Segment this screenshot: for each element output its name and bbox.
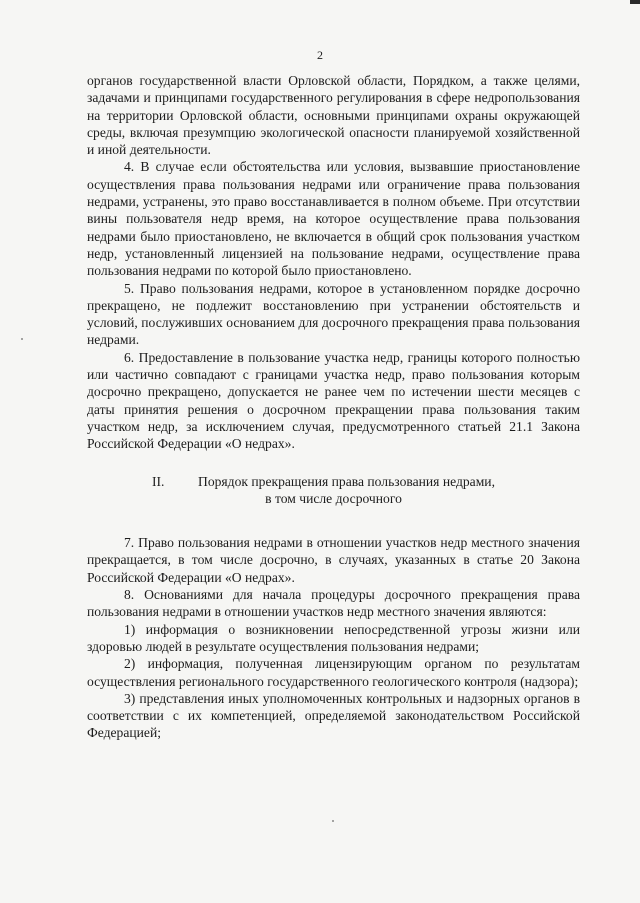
paragraph-continuation: органов государственной власти Орловской области, Порядком, а также целями, задачами и принципами государственного регулирования в сфере недропользования на территории Орловской области, основными принципами охраны окружающей среды, включая презумпцию экологической опасности планируемой хозяйственной и иной деятельности.	[87, 73, 580, 158]
paragraph-4: 4. В случае если обстоятельства или условия, вызвавшие приостановление осуществления права пользования недрами или ограничение права пользования недрами, устранены, это право восстанавливается в полном объеме. При отсутствии вины пользователя недр время, на которое осуществление права пользования недрами было приостановлено, не включается в общий срок пользования участком недр, установленный лицензией на пользование недрами, осуществление права пользования недрами по которой было приостановлено.	[87, 159, 580, 279]
paragraphs-before-section	[87, 72, 580, 453]
page-number: 2	[317, 48, 323, 62]
document-body	[87, 72, 580, 742]
scan-corner-mark	[630, 0, 640, 4]
paragraph-7: 7. Право пользования недрами в отношении участков недр местного значения прекращается, в том числе досрочно, в случаях, указанных в статье 20 Закона Российской Федерации «О недрах».	[87, 535, 580, 585]
scan-speck	[332, 820, 334, 822]
section-title-line1: Порядок прекращения права пользования недрами,	[198, 473, 495, 489]
paragraph-8-1: 1) информация о возникновении непосредственной угрозы жизни или здоровью людей в результате осуществления пользования недрами;	[87, 621, 580, 654]
scan-speck	[21, 338, 23, 340]
paragraph-8-3: 3) представления иных уполномоченных контрольных и надзорных органов в соответствии с их компетенцией, определяемой законодательством Российской Федерацией;	[87, 690, 580, 741]
section-number: II.	[152, 473, 165, 489]
paragraph-5: 5. Право пользования недрами, которое в установленном порядке досрочно прекращено, не подлежит восстановлению при устранении обстоятельств и условий, послуживших основанием для досрочного прекращения права пользования недрами.	[87, 280, 580, 348]
section-heading	[87, 473, 580, 508]
paragraph-8-2: 2) информация, полученная лицензирующим органом по результатам осуществления регионального государственного геологического контроля (надзора);	[87, 656, 580, 689]
paragraph-6: 6. Предоставление в пользование участка недр, границы которого полностью или частично совпадают с границами участка недр, право пользования которым досрочно прекращено, допускается не ранее чем по истечении шести месяцев с даты принятия решения о досрочном прекращении права пользования таким участком недр, за исключением случая, предусмотренного статьей 21.1 Закона Российской Федерации «О недрах».	[87, 349, 580, 452]
section-heading-line1	[87, 473, 580, 490]
section-title-line2: в том числе досрочного	[265, 490, 402, 506]
paragraph-8: 8. Основаниями для начала процедуры досрочного прекращения права пользования недрами в отношении участков недр местного значения являются:	[87, 587, 580, 620]
paragraphs-after-section	[87, 534, 580, 742]
